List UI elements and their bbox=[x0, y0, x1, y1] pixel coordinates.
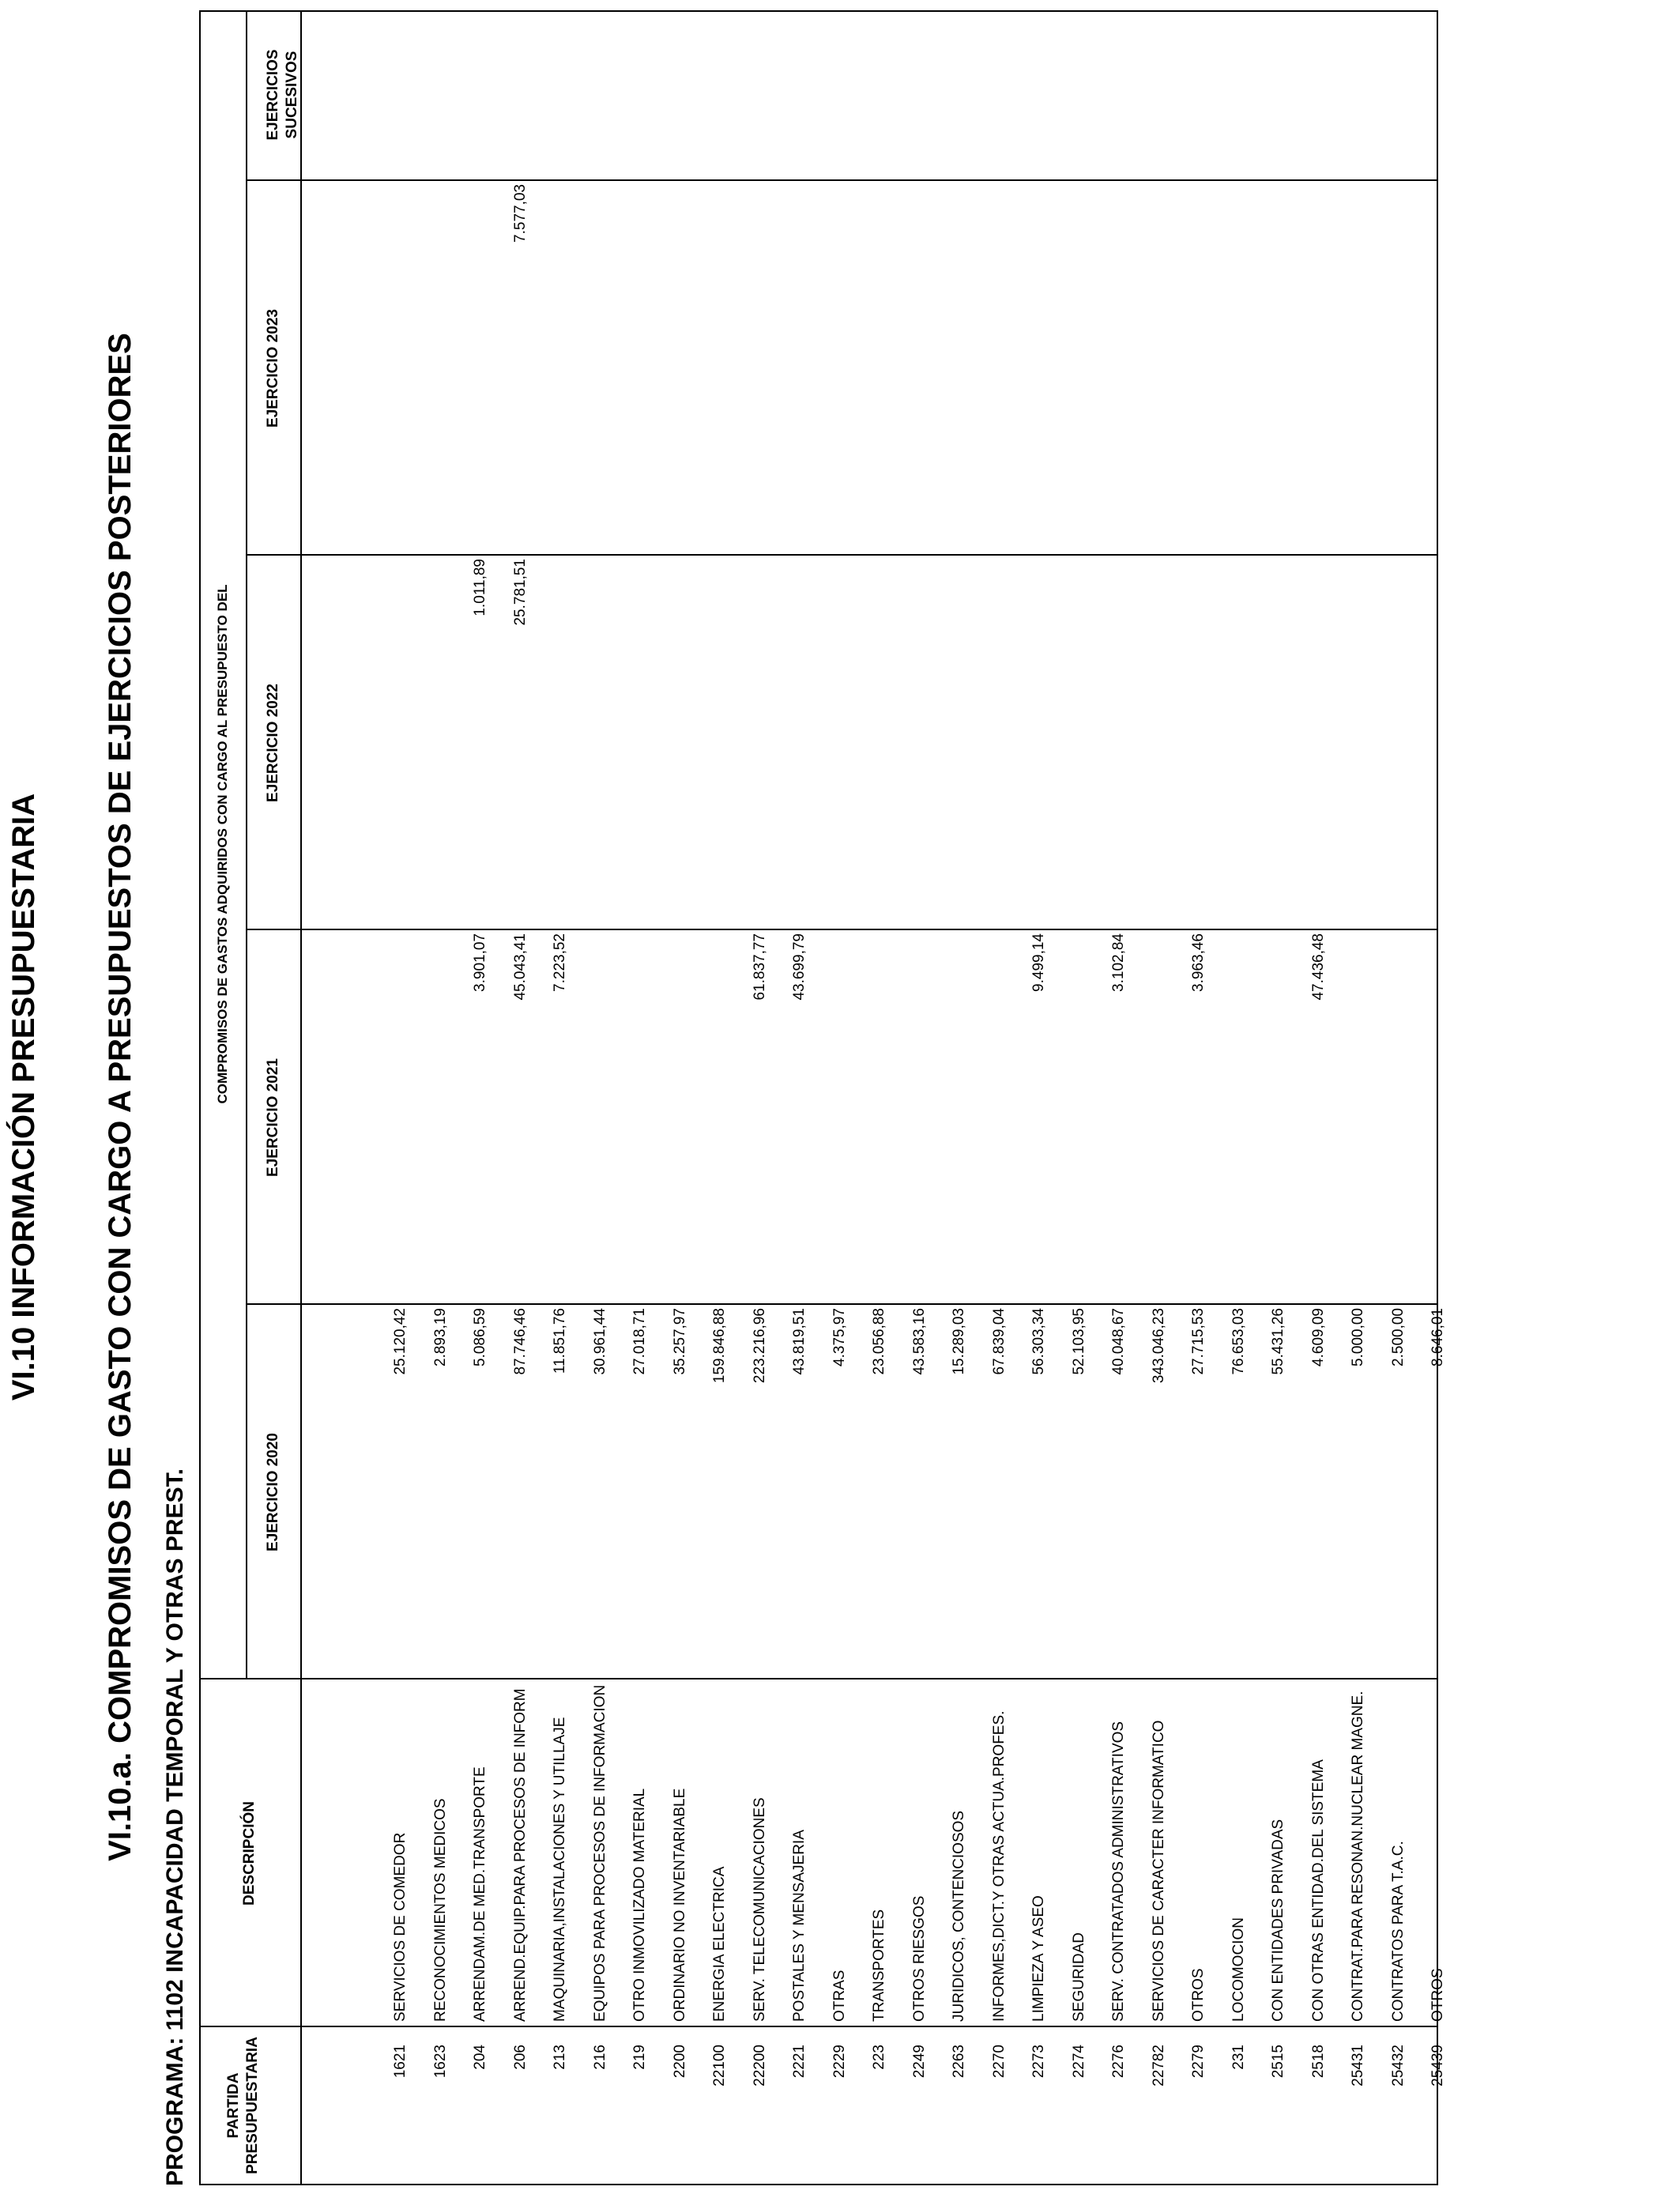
descripcion-text: CON ENTIDADES PRIVADAS bbox=[1270, 1819, 1286, 2022]
partida-code: 206 bbox=[511, 2045, 529, 2070]
amount-ej2020: 4.609,09 bbox=[1309, 1308, 1327, 1367]
header-ej2023: EJERCICIO 2023 bbox=[265, 309, 281, 428]
descripcion-text: INFORMES,DICT.Y OTRAS ACTUA.PROFES. bbox=[990, 1710, 1008, 2022]
partida-code: 2274 bbox=[1070, 2045, 1087, 2079]
amount-ej2020: 43.583,16 bbox=[910, 1308, 928, 1375]
partida-code: 22200 bbox=[751, 2045, 768, 2087]
partida-code: 204 bbox=[472, 2045, 488, 2070]
descripcion-text: RECONOCIMIENTOS MEDICOS bbox=[431, 1798, 449, 2022]
amount-ej2020: 4.375,97 bbox=[831, 1308, 848, 1367]
amount-ej2020: 23.056,88 bbox=[871, 1308, 887, 1375]
header-divider bbox=[246, 12, 247, 1679]
amount-ej2020: 5.000,00 bbox=[1350, 1308, 1366, 1367]
partida-code: 223 bbox=[871, 2045, 887, 2070]
partida-code: 2270 bbox=[990, 2045, 1008, 2079]
amount-ej2020: 25.120,42 bbox=[392, 1308, 409, 1375]
table-row bbox=[780, 12, 819, 2184]
amount-ej2020: 87.746,46 bbox=[511, 1308, 529, 1375]
table-row bbox=[661, 12, 700, 2184]
descripcion-text: EQUIPOS PARA PROCESOS DE INFORMACION bbox=[591, 1684, 608, 2022]
descripcion-text: ARREND.EQUIP.PARA PROCESOS DE INFORM bbox=[511, 1688, 529, 2022]
partida-code: 219 bbox=[631, 2045, 648, 2070]
table-row bbox=[1219, 12, 1259, 2184]
partida-code: 2263 bbox=[951, 2045, 967, 2079]
descripcion-text: ENERGIA ELECTRICA bbox=[711, 1866, 728, 2022]
partida-code: 213 bbox=[552, 2045, 568, 2070]
table-row bbox=[1339, 12, 1378, 2184]
partida-code: 1623 bbox=[431, 2045, 449, 2079]
header-descripcion: DESCRIPCIÓN bbox=[241, 1801, 258, 1906]
header-group: COMPROMISOS DE GASTOS ADQUIRIDOS CON CARGO AL PRESUPUESTO DEL bbox=[215, 584, 230, 1104]
descripcion-text: SERV. CONTRATADOS ADMINISTRATIVOS bbox=[1110, 1721, 1127, 2022]
partida-code: 2276 bbox=[1110, 2045, 1127, 2079]
amount-ej2020: 76.653,03 bbox=[1230, 1308, 1247, 1375]
partida-code: 22782 bbox=[1150, 2045, 1167, 2087]
partida-code: 25431 bbox=[1350, 2045, 1366, 2087]
amount-ej2020: 55.431,26 bbox=[1270, 1308, 1286, 1375]
table-row bbox=[1099, 12, 1139, 2184]
program-label: PROGRAMA: 1102 INCAPACIDAD TEMPORAL Y OTRAS PREST. bbox=[162, 1468, 188, 2186]
amount-ej2021: 9.499,14 bbox=[1030, 933, 1047, 992]
amount-ej2020: 56.303,34 bbox=[1030, 1308, 1047, 1375]
amount-ej2020: 11.851,76 bbox=[552, 1308, 568, 1374]
amount-ej2020: 343.046,23 bbox=[1150, 1308, 1167, 1384]
descripcion-text: TRANSPORTES bbox=[871, 1909, 887, 2022]
descripcion-text: OTROS bbox=[1190, 1968, 1207, 2022]
section-title: VI.10.a. COMPROMISOS DE GASTO CON CARGO A PRESUPUESTOS DE EJERCICIOS POSTERIORES bbox=[103, 333, 137, 1861]
amount-ej2020: 2.893,19 bbox=[431, 1308, 449, 1367]
amount-ej2021: 43.699,79 bbox=[791, 933, 808, 1001]
amount-ej2020: 52.103,95 bbox=[1070, 1308, 1087, 1375]
header-partida: PARTIDA PRESUPUESTARIA bbox=[225, 2037, 261, 2174]
table-row bbox=[581, 12, 620, 2184]
amount-ej2021: 45.043,41 bbox=[511, 933, 529, 1001]
amount-ej2020: 43.819,51 bbox=[791, 1308, 808, 1375]
descripcion-text: JURIDICOS, CONTENCIOSOS bbox=[951, 1810, 967, 2022]
page-title: VI.10 INFORMACIÓN PRESUPUESTARIA bbox=[6, 793, 41, 1401]
table-row bbox=[541, 12, 580, 2184]
partida-code: 2200 bbox=[671, 2045, 688, 2079]
descripcion-text: SERVICIOS DE CARACTER INFORMATICO bbox=[1150, 1720, 1167, 2022]
descripcion-text: POSTALES Y MENSAJERIA bbox=[791, 1830, 808, 2022]
descripcion-text: CONTRATOS PARA T.A.C. bbox=[1389, 1841, 1407, 2022]
table-row bbox=[900, 12, 940, 2184]
partida-code: 2279 bbox=[1190, 2045, 1207, 2079]
partida-code: 231 bbox=[1230, 2045, 1247, 2070]
partida-code: 2518 bbox=[1309, 2045, 1327, 2079]
amount-ej2020: 35.257,97 bbox=[671, 1308, 688, 1375]
amount-ej2020: 2.500,00 bbox=[1389, 1308, 1407, 1367]
descripcion-text: LOCOMOCION bbox=[1230, 1917, 1247, 2022]
amount-ej2020: 27.018,71 bbox=[631, 1308, 648, 1375]
table-row bbox=[1060, 12, 1099, 2184]
descripcion-text: CONTRAT.PARA RESONAN.NUCLEAR MAGNE. bbox=[1350, 1691, 1366, 2022]
amount-ej2021: 3.963,46 bbox=[1190, 933, 1207, 992]
table-row bbox=[860, 12, 899, 2184]
amount-ej2021: 61.837,77 bbox=[751, 933, 768, 1001]
table-row bbox=[501, 12, 541, 2184]
amount-ej2021: 3.102,84 bbox=[1110, 933, 1127, 992]
descripcion-text: CON OTRAS ENTIDAD.DEL SISTEMA bbox=[1309, 1759, 1327, 2022]
descripcion-text: SERV. TELECOMUNICACIONES bbox=[751, 1797, 768, 2022]
descripcion-text: SEGURIDAD bbox=[1070, 1932, 1087, 2022]
table-row bbox=[980, 12, 1019, 2184]
table-row bbox=[1179, 12, 1219, 2184]
partida-code: 2515 bbox=[1270, 2045, 1286, 2079]
table-row bbox=[1379, 12, 1418, 2184]
amount-ej2020: 67.839,04 bbox=[990, 1308, 1008, 1375]
amount-ej2020: 159.846,88 bbox=[711, 1308, 728, 1384]
descripcion-text: LIMPIEZA Y ASEO bbox=[1030, 1895, 1047, 2022]
descripcion-text: SERVICIOS DE COMEDOR bbox=[392, 1832, 409, 2022]
table-row bbox=[700, 12, 740, 2184]
amount-ej2020: 15.289,03 bbox=[951, 1308, 967, 1375]
partida-code: 216 bbox=[591, 2045, 608, 2070]
table-row bbox=[620, 12, 660, 2184]
descripcion-text: ORDINARIO NO INVENTARIABLE bbox=[671, 1788, 688, 2022]
partida-code: 2249 bbox=[910, 2045, 928, 2079]
descripcion-text: MAQUINARIA,INSTALACIONES Y UTILLAJE bbox=[552, 1717, 568, 2022]
commitments-table bbox=[199, 10, 1446, 2185]
descripcion-text: OTROS bbox=[1430, 1968, 1446, 2022]
amount-ej2020: 30.961,44 bbox=[591, 1308, 608, 1375]
partida-code: 25432 bbox=[1389, 2045, 1407, 2087]
table-row bbox=[421, 12, 461, 2184]
descripcion-text: ARRENDAM.DE MED.TRANSPORTE bbox=[472, 1766, 488, 2022]
amount-ej2021: 3.901,07 bbox=[472, 933, 488, 992]
partida-code: 2229 bbox=[831, 2045, 848, 2079]
table-row bbox=[461, 12, 500, 2184]
descripcion-text: OTROS RIESGOS bbox=[910, 1895, 928, 2022]
table-row bbox=[1299, 12, 1339, 2184]
table-row bbox=[1418, 12, 1458, 2184]
amount-ej2021: 7.223,52 bbox=[552, 933, 568, 992]
amount-ej2021: 47.436,48 bbox=[1309, 933, 1327, 1001]
header-ej2020: EJERCICIO 2020 bbox=[265, 1433, 281, 1551]
header-ej2022: EJERCICIO 2022 bbox=[265, 684, 281, 802]
amount-ej2022: 1.011,89 bbox=[472, 559, 488, 616]
amount-ej2023: 7.577,03 bbox=[511, 184, 529, 243]
amount-ej2020: 5.086,59 bbox=[472, 1308, 488, 1367]
table-row bbox=[820, 12, 860, 2184]
table-row bbox=[1259, 12, 1298, 2184]
partida-code: 1621 bbox=[392, 2045, 409, 2079]
table-row bbox=[381, 12, 420, 2184]
descripcion-text: OTRO INMOVILIZADO MATERIAL bbox=[631, 1788, 648, 2022]
table-row bbox=[740, 12, 780, 2184]
partida-code: 2273 bbox=[1030, 2045, 1047, 2079]
amount-ej2020: 223.216,96 bbox=[751, 1308, 768, 1384]
table-row bbox=[1139, 12, 1179, 2184]
descripcion-text: OTRAS bbox=[831, 1970, 848, 2022]
amount-ej2020: 27.715,53 bbox=[1190, 1308, 1207, 1375]
partida-code: 2221 bbox=[791, 2045, 808, 2079]
amount-ej2022: 25.781,51 bbox=[511, 559, 529, 626]
amount-ej2020: 8.646,01 bbox=[1430, 1308, 1446, 1367]
header-ej2021: EJERCICIO 2021 bbox=[265, 1058, 281, 1177]
table-row bbox=[940, 12, 979, 2184]
partida-code: 25439 bbox=[1430, 2045, 1446, 2087]
header-sucesivos: EJERCICIOS SUCESIVOS bbox=[265, 49, 300, 141]
table-row bbox=[1019, 12, 1059, 2184]
header-divider bbox=[300, 12, 302, 2184]
amount-ej2020: 40.048,67 bbox=[1110, 1308, 1127, 1375]
partida-code: 22100 bbox=[711, 2045, 728, 2087]
